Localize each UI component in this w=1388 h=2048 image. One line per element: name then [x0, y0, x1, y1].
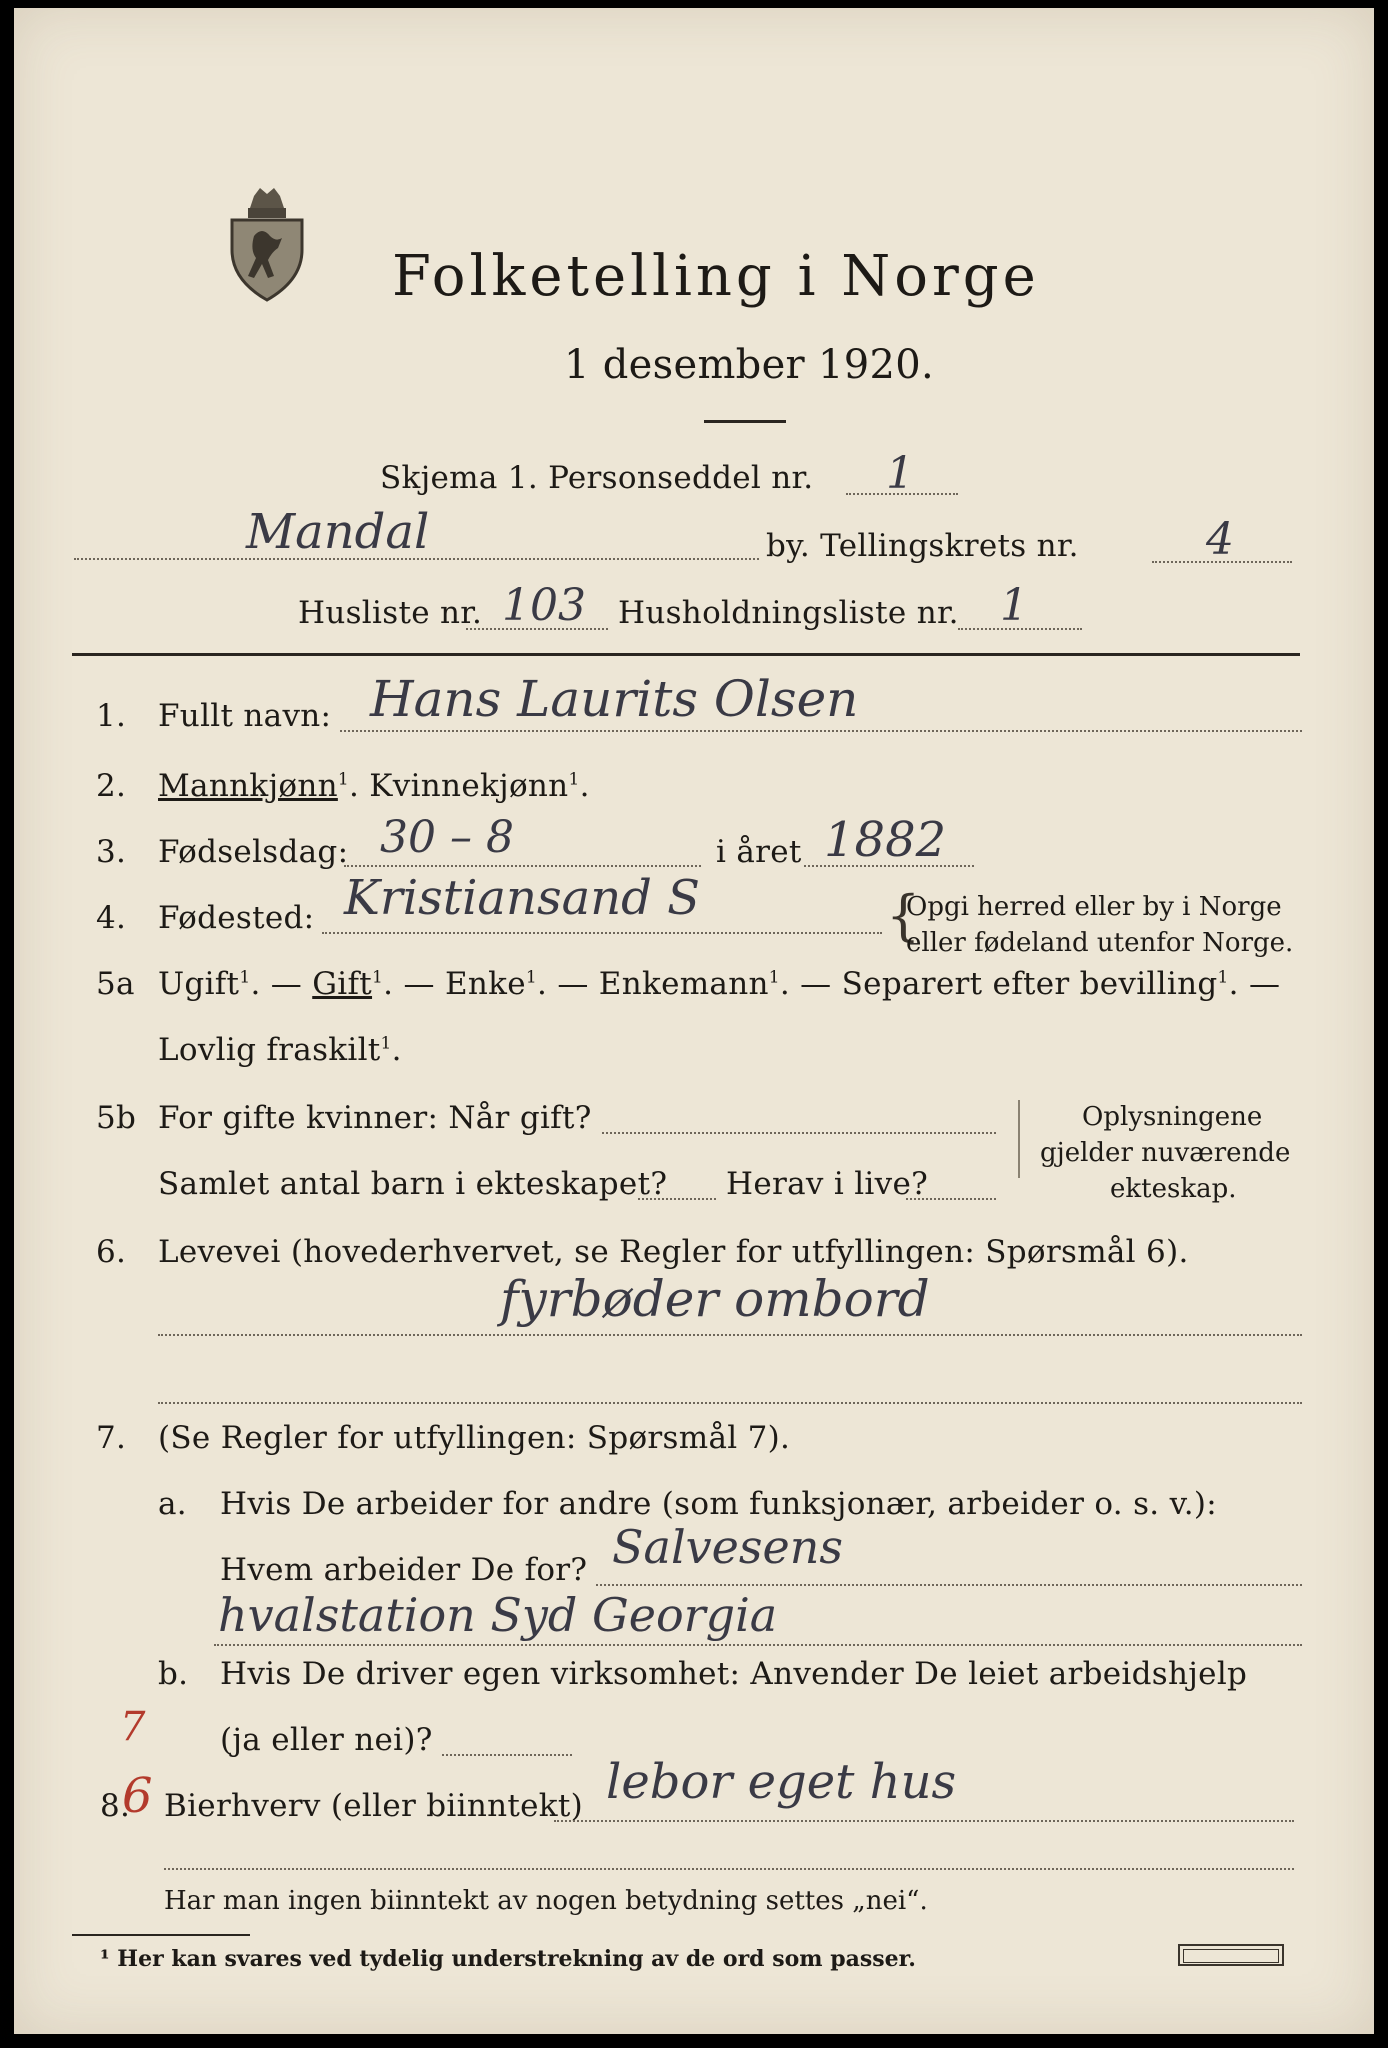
- q7a-label: Hvis De arbeider for andre (som funksjonær, arbeider o. s. v.):: [220, 1486, 1218, 1522]
- married-option: Gift: [312, 966, 373, 1002]
- birthdate-line: [344, 865, 701, 867]
- krets-value: 4: [1206, 514, 1234, 565]
- q8-label: Bierhverv (eller biinntekt): [164, 1788, 584, 1824]
- form-title: Folketelling i Norge: [392, 244, 1040, 309]
- birthplace-line: [322, 932, 882, 934]
- personseddel-value: 1: [886, 448, 914, 499]
- q2-options: Mannkjønn$^1$. Kvinnekjønn$^1$.: [158, 768, 590, 804]
- q5b-label2: Samlet antal barn i ekteskapet?: [158, 1166, 668, 1202]
- q5b-divider: [1018, 1100, 1020, 1178]
- skjema-label: Skjema 1. Personseddel nr.: [380, 460, 814, 496]
- alive-line: [906, 1198, 996, 1200]
- birthdate-value: 30 – 8: [380, 812, 514, 863]
- q3-number: 3.: [96, 834, 127, 870]
- q1-label: Fullt navn:: [158, 698, 332, 734]
- q4-note-line1: Opgi herred eller by i Norge: [906, 892, 1282, 922]
- title-divider: [704, 420, 786, 423]
- q5a-line2: Lovlig fraskilt$^1$.: [158, 1032, 402, 1068]
- full-name-value: Hans Laurits Olsen: [370, 670, 859, 728]
- q7b-label: Hvis De driver egen virksomhet: Anvender De leiet arbeidshjelp: [220, 1656, 1248, 1692]
- employer-line2: [214, 1644, 1302, 1646]
- census-date: 1 desember 1920.: [564, 342, 934, 388]
- q5b-number: 5b: [96, 1100, 137, 1136]
- employer-line: [596, 1584, 1302, 1586]
- q7-number: 7.: [96, 1420, 127, 1456]
- q7b-letter: b.: [158, 1656, 189, 1692]
- year-label: i året: [716, 834, 802, 870]
- employer-value1: Salvesens: [612, 1520, 843, 1574]
- husliste-label: Husliste nr.: [298, 595, 483, 631]
- q4-note-line2: eller fødeland utenfor Norge.: [906, 928, 1294, 958]
- side-income-line: [554, 1820, 1294, 1822]
- red-correction-mark: 6: [122, 1768, 153, 1824]
- q7a-question: Hvem arbeider De for?: [220, 1552, 588, 1588]
- header-separator: [72, 653, 1300, 656]
- employer-value2: hvalstation Syd Georgia: [218, 1588, 778, 1642]
- census-form-paper: [14, 8, 1374, 2034]
- occupation-line1: [158, 1334, 1302, 1336]
- q4-number: 4.: [96, 900, 127, 936]
- q7-label: (Se Regler for utfyllingen: Spørsmål 7).: [158, 1420, 791, 1456]
- q5a-number: 5a: [96, 966, 135, 1002]
- by-label: by. Tellingskrets nr.: [766, 528, 1079, 564]
- q5b-note-line2: gjelder nuværende: [1040, 1138, 1291, 1168]
- q7b-question: (ja eller nei)?: [220, 1722, 433, 1758]
- q4-brace: {: [886, 884, 921, 947]
- q5b-label3: Herav i live?: [726, 1166, 929, 1202]
- red-correction-mark-7: 7: [120, 1704, 146, 1750]
- q1-line: [340, 730, 1302, 732]
- q1-number: 1.: [96, 698, 127, 734]
- q5b-note-line1: Oplysningene: [1082, 1102, 1263, 1132]
- norwegian-coat-of-arms-icon: [226, 188, 308, 303]
- q5b-note-line3: ekteskap.: [1110, 1174, 1237, 1204]
- occupation-line2: [158, 1402, 1302, 1404]
- husholdningsliste-label: Husholdningsliste nr.: [618, 595, 959, 631]
- q7a-letter: a.: [158, 1486, 187, 1522]
- q5b-label1: For gifte kvinner: Når gift?: [158, 1100, 592, 1136]
- children-line: [638, 1198, 716, 1200]
- printer-stamp: [1178, 1944, 1284, 1966]
- married-when-line: [602, 1132, 996, 1134]
- birthplace-value: Kristiansand S: [344, 870, 700, 926]
- husholdningsliste-value: 1: [1000, 580, 1028, 631]
- q6-number: 6.: [96, 1234, 127, 1270]
- q3-label: Fødselsdag:: [158, 834, 349, 870]
- occupation-value: fyrbøder ombord: [500, 1270, 930, 1328]
- husliste-value: 103: [502, 580, 586, 631]
- q2-number: 2.: [96, 768, 127, 804]
- female-option: Kvinnekjønn: [369, 768, 569, 804]
- male-option: Mannkjønn: [158, 768, 338, 804]
- footnote-rule: [72, 1934, 250, 1936]
- footnote: ¹ Her kan svares ved tydelig understrekning av de ord som passer.: [100, 1946, 916, 1972]
- by-value: Mandal: [246, 504, 430, 560]
- footer-note: Har man ingen biinntekt av nogen betydning settes „nei“.: [164, 1886, 928, 1916]
- hired-help-line: [442, 1754, 572, 1756]
- birthyear-value: 1882: [824, 812, 947, 868]
- side-income-line2: [164, 1868, 1294, 1870]
- q6-label: Levevei (hovederhvervet, se Regler for utfyllingen: Spørsmål 6).: [158, 1234, 1189, 1270]
- q4-label: Fødested:: [158, 900, 315, 936]
- q5a-options: Ugift$^1$. — Gift$^1$. — Enke$^1$. — Enkemann$^1$. — Separert efter bevilling$^1$. —: [158, 966, 1281, 1002]
- q8-number: 8.: [100, 1788, 131, 1824]
- side-income-value: lebor eget hus: [606, 1754, 957, 1810]
